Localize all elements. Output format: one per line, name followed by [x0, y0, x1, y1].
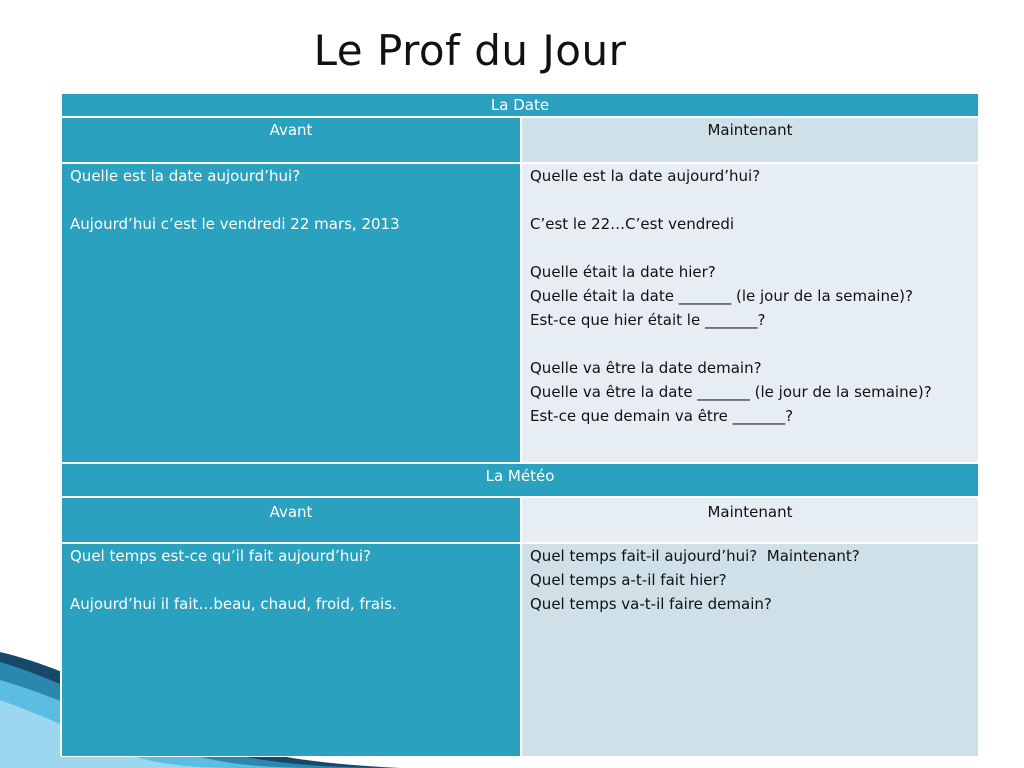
text-line: Est-ce que demain va être _______? — [530, 407, 794, 425]
text-line: Quel temps fait-il aujourd’hui? Maintenant? — [530, 547, 860, 565]
section-title-date: La Date — [61, 93, 979, 117]
meteo-maintenant-cell — [521, 543, 979, 757]
text-line: Quelle était la date hier? — [530, 263, 716, 281]
text-line: Quelle est la date aujourd’hui? — [70, 167, 301, 185]
text-line: Quelle était la date _______ (le jour de la semaine)? — [530, 287, 913, 305]
text-line: Aujourd’hui il fait…beau, chaud, froid, frais. — [70, 595, 397, 613]
section-meteo-title-row — [61, 463, 979, 497]
text-line: Quel temps va-t-il faire demain? — [530, 595, 772, 613]
text-line: Quelle va être la date _______ (le jour de la semaine)? — [530, 383, 932, 401]
section-meteo-header-row — [61, 497, 979, 543]
header-avant: Avant — [61, 497, 521, 543]
blank-line — [530, 332, 970, 356]
section-date-content-row — [61, 163, 979, 463]
section-date-title-row — [61, 93, 979, 117]
slide-title: Le Prof du Jour — [313, 26, 627, 75]
blank-line — [70, 568, 512, 592]
header-maintenant: Maintenant — [521, 117, 979, 163]
section-title-meteo: La Météo — [61, 463, 979, 497]
blank-line — [530, 188, 970, 212]
lesson-table — [60, 92, 980, 756]
text-line: Quelle est la date aujourd’hui? — [530, 167, 761, 185]
blank-line — [70, 188, 512, 212]
section-date-header-row — [61, 117, 979, 163]
date-avant-cell — [61, 163, 521, 463]
header-avant: Avant — [61, 117, 521, 163]
meteo-avant-cell — [61, 543, 521, 757]
text-line: C’est le 22…C’est vendredi — [530, 215, 735, 233]
text-line: Quel temps a-t-il fait hier? — [530, 571, 727, 589]
text-line: Est-ce que hier était le _______? — [530, 311, 766, 329]
blank-line — [530, 236, 970, 260]
text-line: Quelle va être la date demain? — [530, 359, 762, 377]
text-line: Quel temps est-ce qu’il fait aujourd’hui? — [70, 547, 371, 565]
section-meteo-content-row — [61, 543, 979, 757]
date-maintenant-cell — [521, 163, 979, 463]
header-maintenant: Maintenant — [521, 497, 979, 543]
text-line: Aujourd’hui c’est le vendredi 22 mars, 2013 — [70, 215, 400, 233]
